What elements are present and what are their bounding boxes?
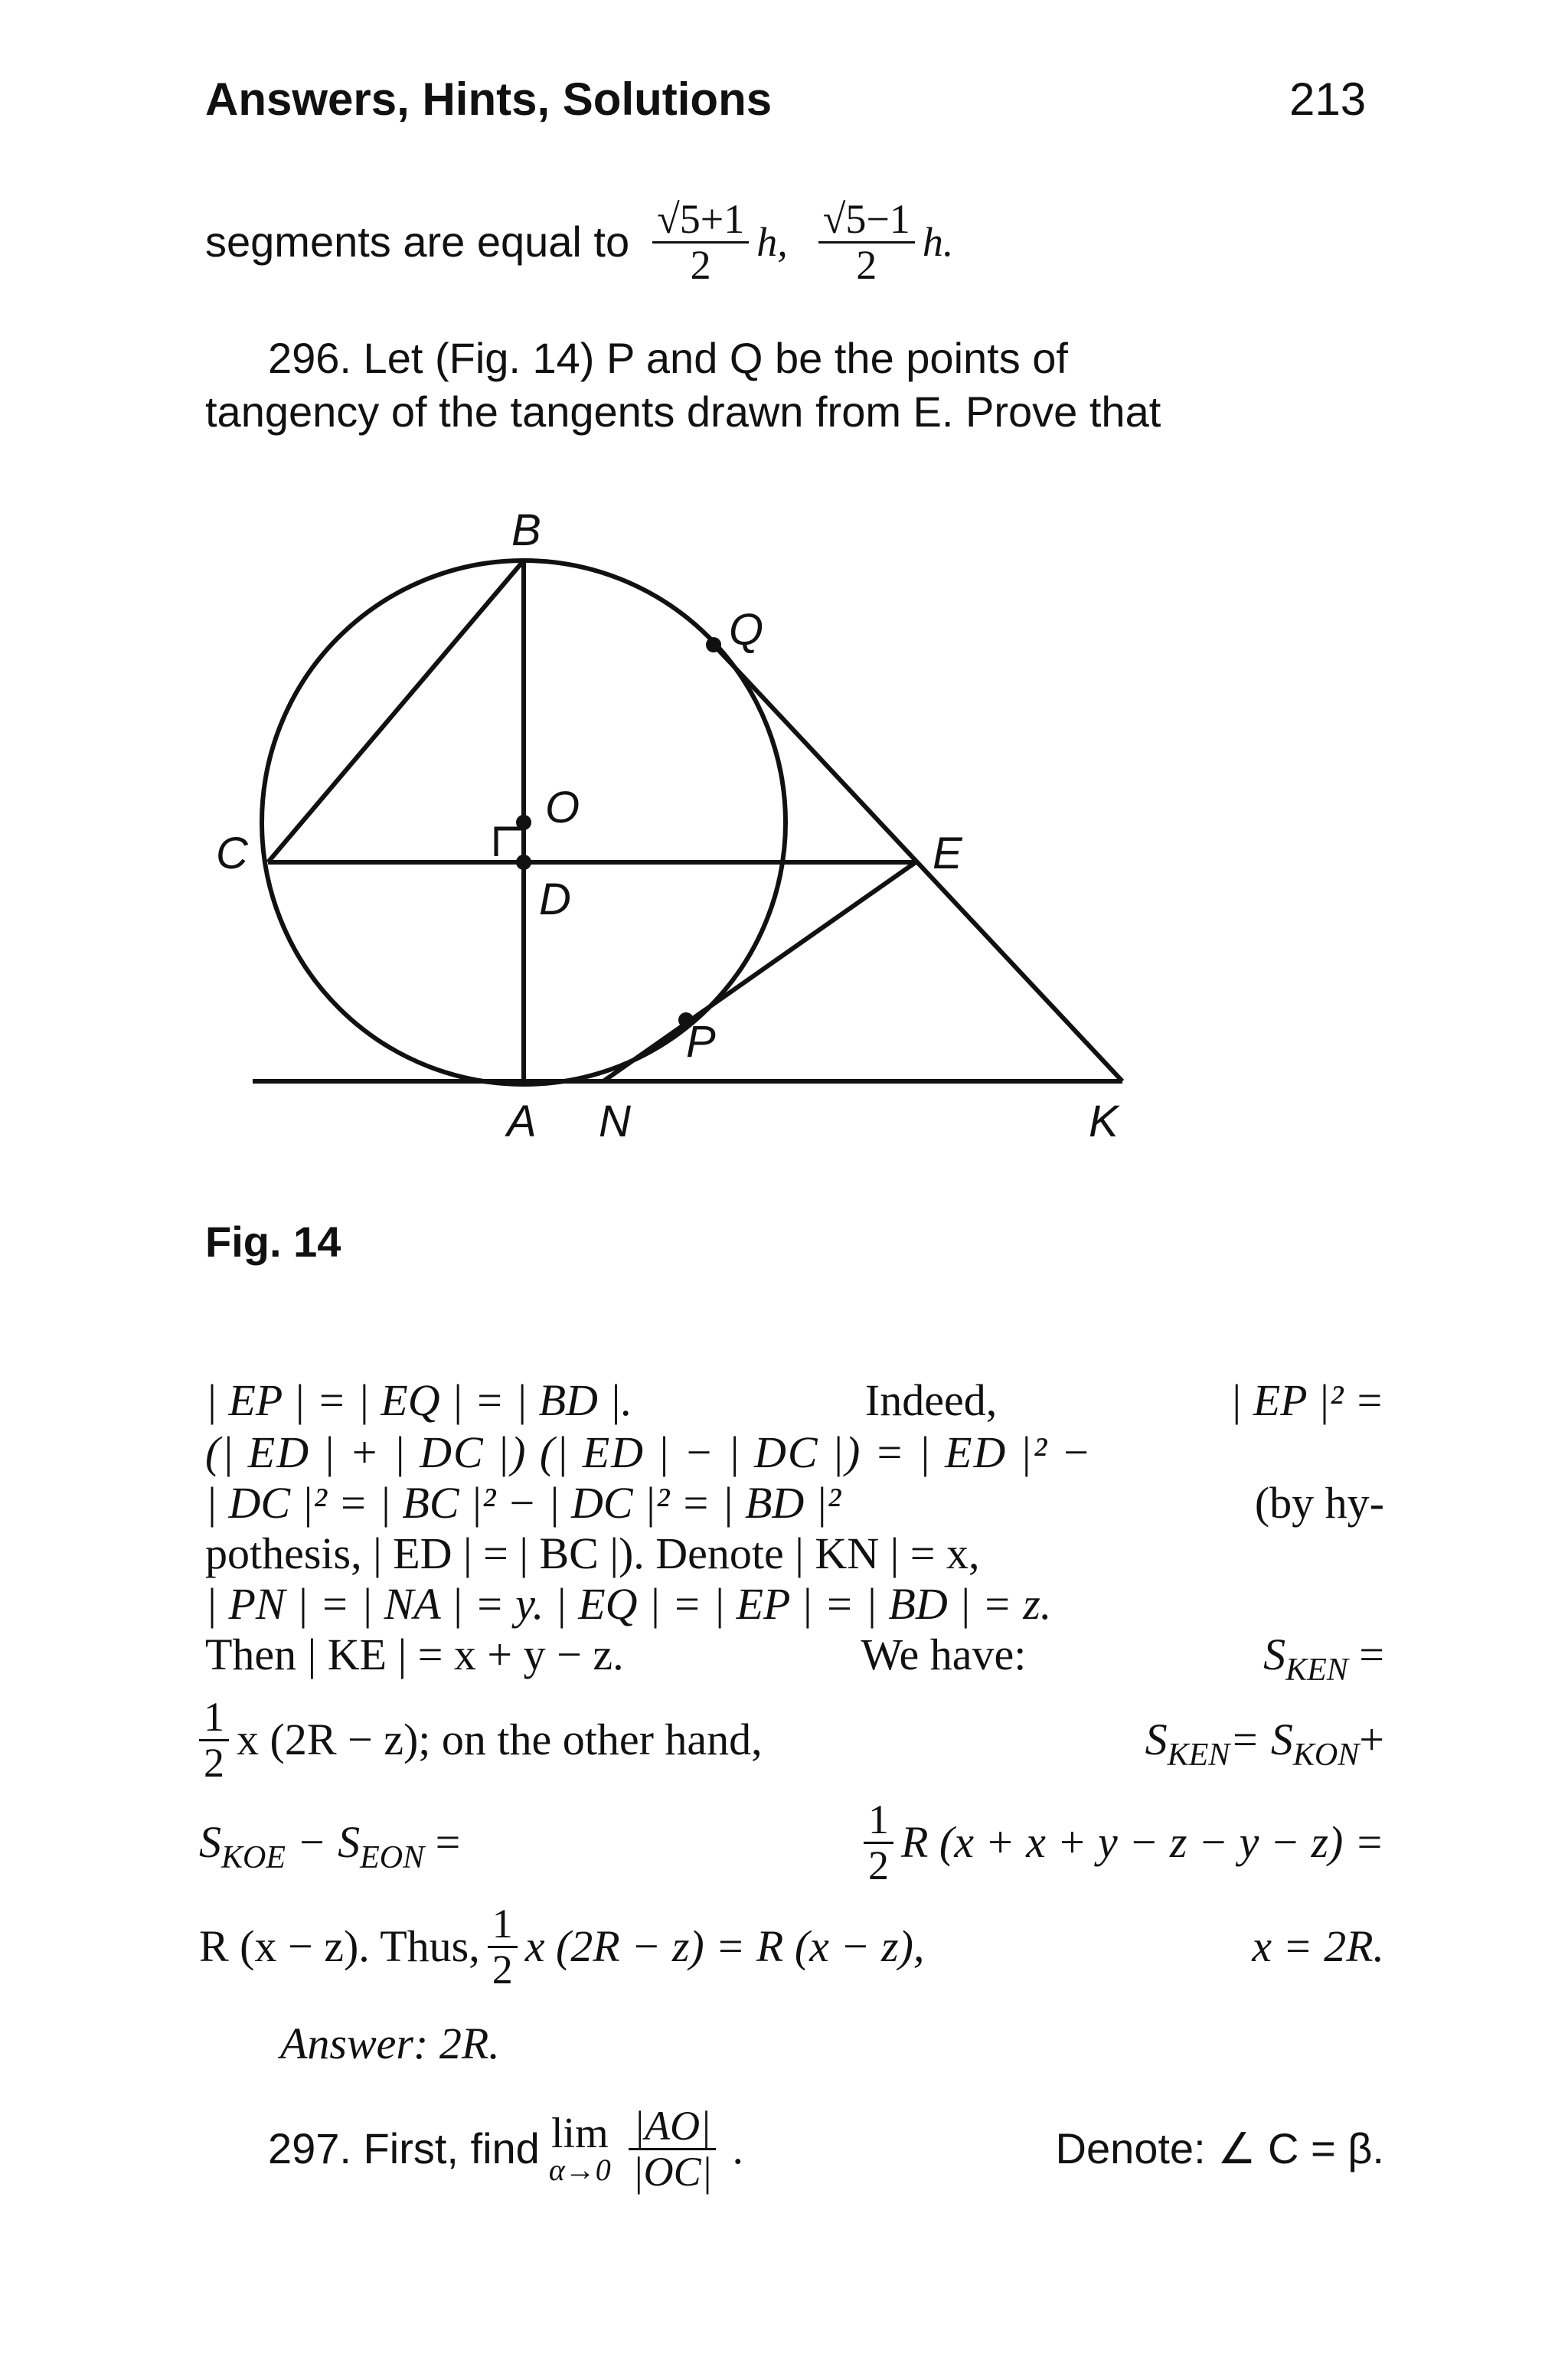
period: . <box>732 2123 744 2174</box>
area-symbol: S <box>1263 1630 1286 1679</box>
limit-operator <box>548 2110 611 2188</box>
proof-line-1a: | EP | = | EQ | = | BD |. <box>205 1375 632 1425</box>
equals-sign: = <box>1359 1630 1384 1679</box>
limit-word: lim <box>550 2110 609 2158</box>
proof-line-9b: x (2R − z) = R (x − z), <box>524 1921 925 1972</box>
fraction-half-3-num: 1 <box>488 1902 518 1948</box>
problem-297-lead: 297. First, find <box>268 2124 540 2173</box>
fraction-half-1-den: 2 <box>204 1739 224 1786</box>
fraction-2-numerator: √5−1 <box>818 198 915 244</box>
proof-line-6b: We have: <box>861 1630 1027 1679</box>
proof-line-1 <box>205 1375 1384 1425</box>
fraction-half-2 <box>864 1798 893 1887</box>
area-subscript-3: KON <box>1292 1738 1360 1774</box>
proof-line-3a: | DC |² = | BC |² − | DC |² = | BD |² <box>205 1478 841 1528</box>
fraction-half-3 <box>488 1902 518 1991</box>
label-p: P <box>686 1017 716 1067</box>
limit-fraction-den: |OC| <box>632 2148 713 2195</box>
limit-fraction <box>628 2104 717 2193</box>
fraction-half-2-num: 1 <box>864 1798 893 1844</box>
area-symbol-2: S <box>1145 1715 1168 1765</box>
label-e: E <box>933 829 962 878</box>
area-subscript: KEN <box>1285 1653 1348 1688</box>
label-q: Q <box>729 605 764 655</box>
fraction-half-3-den: 2 <box>492 1946 513 1993</box>
problem-296-line2: tangency of the tangents drawn from E. Prove that <box>205 387 1161 436</box>
label-b: B <box>511 505 541 555</box>
segments-text: segments are equal to <box>205 217 630 266</box>
limit-fraction-num: |AO| <box>629 2104 716 2150</box>
figure-caption: Fig. 14 <box>205 1218 341 1266</box>
proof-line-6 <box>205 1630 1384 1688</box>
point-o <box>516 815 531 830</box>
proof-line-9a: R (x − z). Thus, <box>199 1921 480 1972</box>
proof-line-9c: x = 2R. <box>1252 1921 1384 1972</box>
running-header: Answers, Hints, Solutions <box>205 74 773 125</box>
proof-line-1c: | EP |² = <box>1230 1375 1384 1425</box>
point-d <box>516 855 531 870</box>
proof-line-4: pothesis, | ED | = | BC |). Denote | KN | = x, <box>205 1528 980 1578</box>
fraction-half-1-num: 1 <box>199 1695 229 1741</box>
label-a: A <box>507 1097 537 1146</box>
fraction-1-numerator: √5+1 <box>652 198 749 244</box>
label-d: D <box>539 875 571 924</box>
label-o: O <box>545 783 580 832</box>
label-c: C <box>216 829 248 878</box>
answer-value: 2R. <box>439 2019 500 2068</box>
fraction-2-denominator: 2 <box>856 241 877 288</box>
area-symbol-4: S <box>199 1817 221 1868</box>
fraction-1-suffix: h, <box>756 219 788 266</box>
tangent-ep <box>603 862 916 1081</box>
limit-subscript: α→0 <box>548 2153 611 2188</box>
problem-297-denote: Denote: ∠ C = β. <box>1055 2124 1384 2173</box>
page-number: 213 <box>1289 74 1367 125</box>
proof-line-5: | PN | = | NA | = y. | EQ | = | EP | = | BD | = z. <box>205 1579 1052 1629</box>
label-n: N <box>599 1097 631 1146</box>
plus-sign: + <box>1359 1715 1384 1765</box>
fraction-1-denominator: 2 <box>690 241 711 288</box>
chord-cb <box>268 561 524 862</box>
proof-line-3b: (by hy- <box>1254 1478 1384 1528</box>
proof-line-8d: R (x + x + y − z − y − z) = <box>900 1817 1384 1868</box>
problem-297-line <box>268 2104 1384 2193</box>
answer-label: Answer: <box>280 2019 429 2068</box>
proof-line-9 <box>199 1902 1384 1991</box>
area-difference <box>199 1817 461 1876</box>
equals-sign-2: = <box>435 1817 461 1868</box>
right-angle-mark <box>496 829 524 856</box>
area-expression-1 <box>1145 1715 1384 1774</box>
area-subscript-4: KOE <box>221 1840 286 1876</box>
fraction-half-1 <box>199 1695 229 1784</box>
area-symbol-5: − S <box>296 1817 361 1868</box>
proof-line-6a: Then | KE | = x + y − z. <box>205 1630 624 1679</box>
proof-line-2: (| ED | + | DC |) (| ED | − | DC |) = | ED |² − <box>205 1427 1093 1477</box>
area-symbol-3: = S <box>1230 1715 1293 1765</box>
proof-line-1b: Indeed, <box>864 1375 998 1425</box>
point-q <box>706 637 721 652</box>
proof-line-7 <box>199 1695 1384 1784</box>
proof-line-3 <box>205 1478 1384 1528</box>
proof-line-8 <box>199 1798 1384 1887</box>
label-k: K <box>1089 1097 1119 1146</box>
area-subscript-5: EON <box>360 1840 425 1876</box>
proof-line-7a: x (2R − z); on the other hand, <box>237 1715 763 1765</box>
problem-296-line1: 296. Let (Fig. 14) P and Q be the points of <box>268 334 1068 382</box>
answer-line <box>280 2019 500 2068</box>
fraction-half-2-den: 2 <box>867 1842 889 1888</box>
area-subscript-2: KEN <box>1167 1738 1230 1774</box>
fraction-2-suffix: h. <box>922 219 954 266</box>
area-kern-1 <box>1263 1630 1384 1688</box>
